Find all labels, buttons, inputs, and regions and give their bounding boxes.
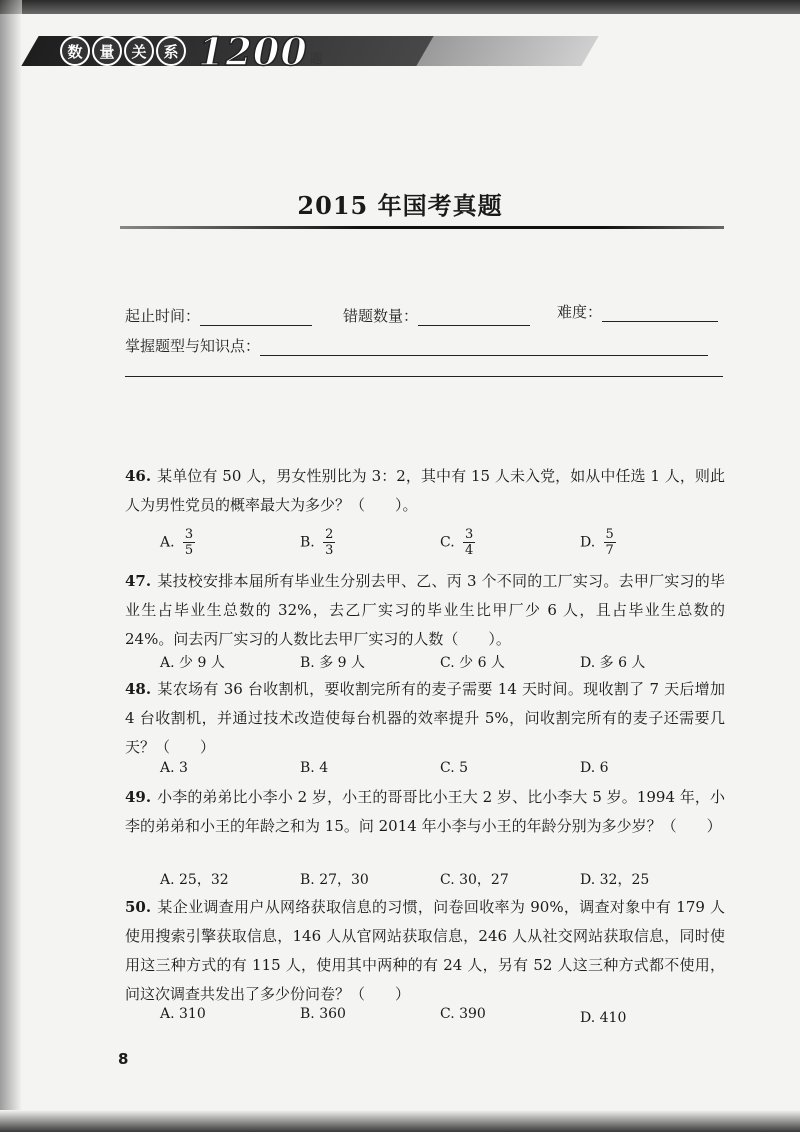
option-b[interactable]: B. 4 (300, 760, 329, 776)
page-number: 8 (118, 1050, 129, 1068)
difficulty-field[interactable] (602, 303, 718, 322)
option-b[interactable]: B. 360 (300, 1006, 346, 1022)
fraction (463, 527, 475, 558)
question-text: 某技校安排本届所有毕业生分别去甲、乙、丙 3 个不同的工厂实习。去甲厂实习的毕业生占毕业生总数的 32%，去乙厂实习的毕业生比甲厂少 6 人，且占毕业生总数的 24%。问去丙厂实习的人数比去甲厂实习的人数（ ）。 (125, 572, 725, 648)
denominator: 4 (464, 543, 474, 558)
start-time-row (125, 305, 312, 326)
scan-bottom-edge (0, 1110, 800, 1132)
option-d[interactable]: D. 6 (580, 760, 609, 776)
option-b[interactable]: B. 多 9 人 (300, 655, 365, 671)
option-a[interactable]: A. 3 (160, 760, 188, 776)
option-a[interactable] (160, 527, 195, 558)
title-underline (120, 226, 724, 229)
fraction (604, 527, 616, 558)
book-header-banner (30, 28, 590, 74)
question-48 (125, 675, 725, 762)
numerator: 3 (464, 527, 474, 542)
option-d[interactable]: D. 多 6 人 (580, 655, 646, 671)
option-label: A. (160, 534, 175, 551)
question-text: 某农场有 36 台收割机，要收割完所有的麦子需要 14 天时间。现收割了 7 天后增加 4 台收割机，并通过技术改造使每台机器的效率提升 5%，问收割完所有的麦子还需要几天？（ ） (125, 680, 725, 756)
option-b[interactable]: B. 27，30 (300, 872, 369, 888)
numerator: 5 (605, 527, 614, 542)
knowledge-field[interactable] (260, 337, 708, 356)
question-number: 48. (125, 680, 152, 698)
option-c[interactable]: C. 少 6 人 (440, 655, 505, 671)
question-number: 47. (125, 572, 152, 590)
difficulty-row (557, 301, 718, 322)
question-49 (125, 783, 725, 841)
option-a[interactable]: A. 少 9 人 (160, 655, 225, 671)
question-text: 小李的弟弟比小李小 2 岁，小王的哥哥比小王大 2 岁、比小李大 5 岁。1994 年，小李的弟弟和小王的年龄之和为 15。问 2014 年小李与小王的年龄分别为多少岁？（ ） (125, 788, 725, 835)
start-time-field[interactable] (200, 307, 312, 326)
option-a[interactable]: A. 310 (160, 1006, 206, 1022)
question-47 (125, 567, 725, 654)
option-label: D. (580, 534, 596, 551)
denominator: 5 (184, 543, 194, 558)
option-b[interactable] (300, 527, 335, 558)
fraction (323, 527, 335, 558)
option-c[interactable]: C. 390 (440, 1006, 486, 1022)
question-number: 49. (125, 788, 152, 806)
scan-left-edge (0, 0, 22, 1132)
wrong-count-label: 错题数量： (343, 307, 419, 325)
banner-light-stripe (416, 36, 598, 66)
denominator: 3 (325, 543, 334, 558)
option-label: C. (440, 534, 455, 551)
banner-badge: 量 (92, 36, 122, 66)
question-text: 某企业调查用户从网络获取信息的习惯，问卷回收率为 90%，调查对象中有 179 人使用搜索引擎获取信息，146 人从官网站获取信息，246 人从社交网站获取信息，同时使用这三种方式的有 115 人，使用其中两种的有 24 人，另有 52 人这三种方式都不使用，问这次调查共发出了多少份问卷？（ ） (125, 898, 725, 1003)
wrong-count-field[interactable] (418, 307, 530, 326)
knowledge-row (125, 335, 708, 356)
scan-top-edge (0, 0, 800, 14)
fraction (183, 527, 195, 558)
option-c[interactable]: C. 5 (440, 760, 469, 776)
question-text: 某单位有 50 人，男女性别比为 3：2，其中有 15 人未入党，如从中任选 1 人，则此人为男性党员的概率最大为多少？（ ）。 (125, 467, 725, 514)
banner-number: 1200 (198, 28, 308, 74)
option-d[interactable]: D. 32，25 (580, 872, 650, 888)
option-a[interactable]: A. 25，32 (160, 872, 229, 888)
knowledge-label: 掌握题型与知识点： (125, 337, 261, 355)
start-time-label: 起止时间： (125, 307, 201, 325)
banner-suffix: 题 (309, 51, 323, 67)
option-c[interactable] (440, 527, 475, 558)
question-number: 46. (125, 467, 152, 485)
wrong-count-row (343, 305, 530, 326)
banner-badge: 系 (156, 36, 186, 66)
numerator: 3 (184, 527, 194, 542)
denominator: 7 (605, 543, 614, 558)
option-d[interactable]: D. 410 (580, 1010, 627, 1026)
numerator: 2 (325, 527, 334, 542)
banner-badge: 关 (124, 36, 154, 66)
knowledge-field-line-2[interactable] (125, 358, 723, 377)
option-d[interactable] (580, 527, 616, 558)
question-number: 50. (125, 898, 152, 916)
banner-badge: 数 (60, 36, 90, 66)
question-50 (125, 893, 725, 1009)
banner-title (60, 28, 323, 74)
difficulty-label: 难度： (557, 303, 603, 321)
page-title: 2015 年国考真题 (297, 191, 503, 220)
option-c[interactable]: C. 30，27 (440, 872, 509, 888)
question-46 (125, 462, 725, 520)
option-label: B. (300, 534, 315, 551)
